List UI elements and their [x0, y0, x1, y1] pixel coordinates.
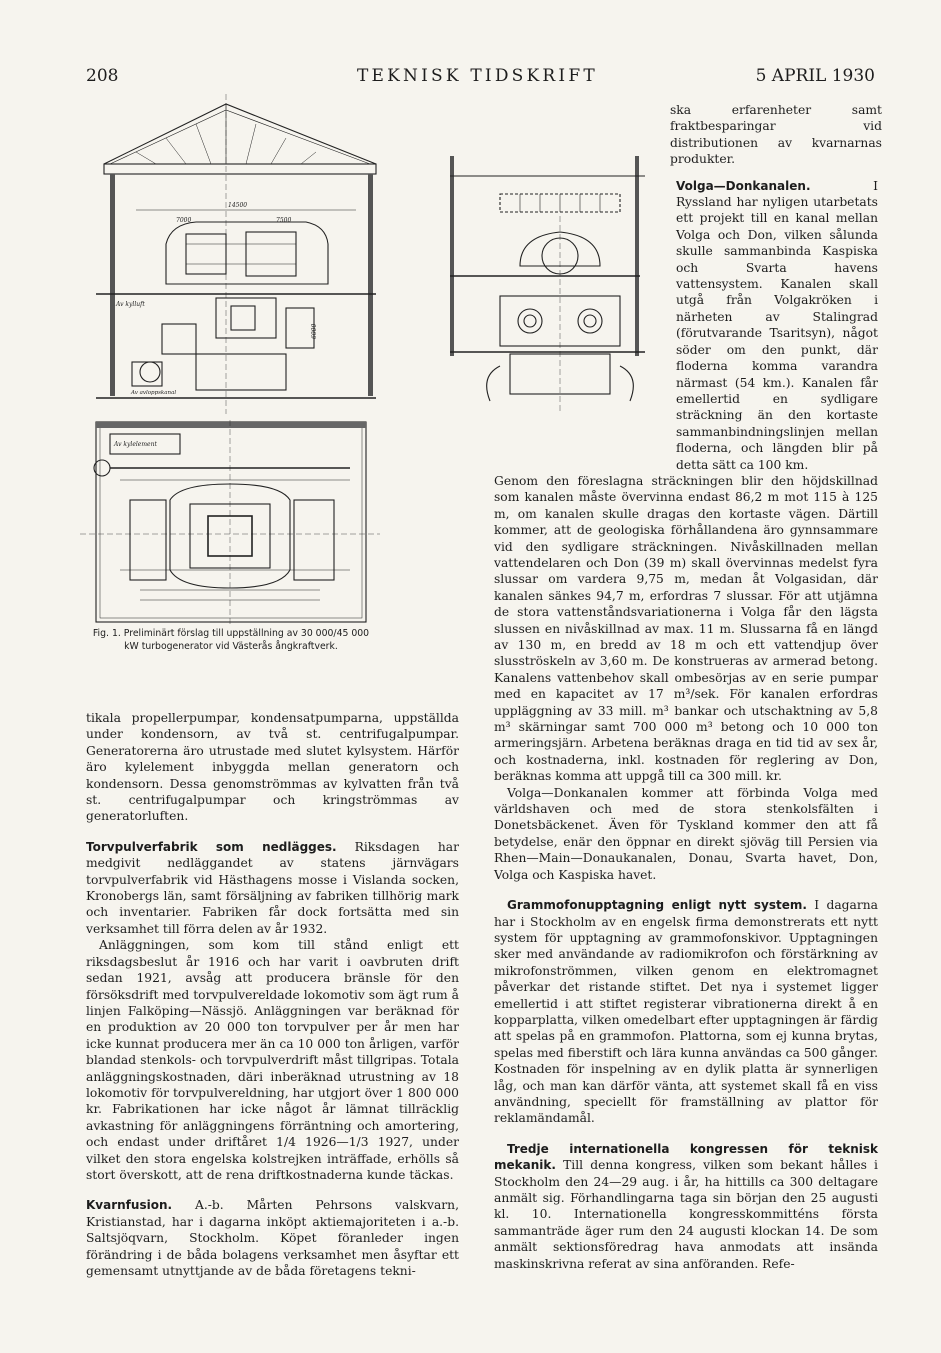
dim-label-6000: 6000: [311, 323, 318, 339]
section-volga-donkanalen: [676, 178, 878, 473]
paragraph: Genom den föreslagna sträckningen blir den höjdskillnad som kanalen måste övervinna endast 86,2 m mot 115 à 125 m, om kanalen skulle dragas den kortaste vägen. Därtill kommer, att de geologiska förhållandena äro gynnsammare vid den sydligare sträckningen. Nivåskillnaden mellan vattendelaren och Don (39 m) skall övervinnas medelst fyra slussar om vardera 9,75 m, medan åt Volgasidan, där kanalen sänkes 94,7 m, erfordras 7 slussar. För att utjämna de stora vattenståndsvariationerna i Volga får den lägsta slussen en nivåskillnad av max. 11 m. Slussarna få en längd av 130 m, en bredd av 18 m och ett vattendjup över slusströskeln av 3,60 m. De konstrueras av armerad betong. Kanalens vattenbehov skall ombesörjas av en serie pumpar med en kapacitet av 17 m³/sek. För kanalen erfordras uppläggning av 33 mill. m³ bankar och utschaktning av 5,8 m³ skärningar samt 700 000 m³ betong och 10 000 ton armeringsjärn. Arbetena beräknas draga en tid tid av sex år, och kostnaderna, inkl. kostnaden för reglering av Don, beräknas komma att uppgå till ca 300 mill. kr.: [494, 473, 878, 784]
paragraph: Anläggningen, som kom till stånd enligt ett riksdagsbeslut år 1916 och har varit i oavbruten drift sedan 1921, avsåg att producera bränsle för den försöksdrift med torvpulvereldade lokomotiv som ägt rum å linjen Falköping—Nässjö. Anläggningen var beräknad för en produktion av 20 000 ton torvpulver per år men har icke kunnat producera mer än ca 10 000 ton årligen, varför blandad stenkols- och torvpulverdrift måst tillgripas. Totala anläggningskostnaden, däri inberäknad utrustning av 18 lokomotiv för torvpulvereldning, har utgjort över 1 800 000 kr. Fabrikationen har icke något år lämnat tillräcklig avkastning för anläggningens förräntning och amortering, och endast under driftåret 1/4 1926—1/3 1927, under vilket den stora engelska kolstrejken inträffade, erhölls så stort överskott, att de rena driftkostnaderna kunde täckas.: [86, 938, 459, 1182]
section-heading: Torvpulverfabrik som nedlägges.: [86, 839, 337, 854]
section-grammofonupptagning: [494, 897, 878, 1127]
figure-plan-drawing: [80, 420, 380, 625]
right-column: [494, 102, 882, 1272]
label-av-avloppskanal: Av avloppskanal: [131, 390, 177, 396]
figure-caption: Fig. 1. Preliminärt förslag till uppställning av 30 000/45 000 kW turbogenerator vid Västerås ångkraftverk.: [92, 628, 370, 653]
section-heading: Volga—Donkanalen.: [676, 178, 811, 193]
section-kongress: [494, 1141, 878, 1272]
dim-label-14500: 14500: [228, 202, 248, 209]
section-heading: Grammofonupptagning enligt nytt system.: [507, 898, 807, 913]
paragraph: Till denna kongress, vilken som bekant hålles i Stockholm den 24—29 aug. i år, ha hittills ca 300 deltagare anmält sig. Förhandlingarna taga sin början den 25 augusti kl. 10. Internationella kongresskommitténs första sammanträde äger rum den 24 augusti klockan 14. De som anmält sektionsföredrag hava anmodats att insända maskinskrivna referat av sina anföranden. Refe-: [494, 1158, 878, 1271]
paragraph: Volga—Donkanalen kommer att förbinda Volga med världshaven och med de stora stenkolsfälten i Donetsbäckenet. Även för Tyskland kommer den att få betydelse, enär den öppnar en direkt sjöväg till Persien via Rhen—Main—Donaukanalen, Donau, Svarta havet, Don, Volga och Kaspiska havet.: [494, 785, 878, 882]
section-kvarnfusion: [86, 1197, 459, 1279]
paragraph: I Ryssland har nyligen utarbetats ett projekt till en kanal mellan Volga och Don, vilken sålunda skulle sammanbinda Kaspiska och Svarta havens vattensystem. Kanalen skall utgå från Volgakröken i närheten av Stalingrad (förutvarande Tsaritsyn), något söder om den punkt, där floderna komma varandra närmast (54 km.). Kanalen får emellertid en sydligare sträckning än den kortaste sammanbindningslinjen mellan floderna, och längden blir på detta sätt ca 100 km.: [676, 178, 878, 472]
paragraph: Riksdagen har medgivit nedläggandet av statens järnvägars torvpulverfabrik vid Hästhagens mosse i Vislanda socken, Kronobergs län, samt försäljning av fabriken tillhörig mark och inventarier. Fabriken får dock fortsätta med sin verksamhet till förra delen av år 1932.: [86, 839, 459, 936]
dim-label-7500: 7500: [276, 217, 292, 224]
issue-date: 5 APRIL 1930: [755, 66, 875, 86]
left-column: [86, 710, 459, 1279]
paragraph: tikala propellerpumpar, kondensatpumparna, uppställda under kondensorn, av två st. centrifugalpumpar. Generatorerna äro utrustade med slutet kylsystem. Härför äro kylelement inbyggda mellan generatorn och kondensorn. Dessa genomströmmas av kylvatten från två st. centrifugalpumpar och kringströmmas av generatorluften.: [86, 711, 459, 824]
dim-label-7000: 7000: [176, 217, 192, 224]
paragraph: I dagarna har i Stockholm av en engelsk firma demonstrerats ett nytt system för upptagning av grammofonskivor. Upptagningen sker med användande av radiomikrofon och förstärkning av mikrofonströmmen, vilken genom en elektromagnet påverkar det ristande stiftet. Det nya i systemet ligger emellertid i att stiftet registerar vibrationerna direkt å en kopparplatta, vilken omedelbart efter upptagningen är färdig att spelas på en grammofon. Plattorna, som ej kunna brytas, spelas med fiberstift och lära kunna användas ca 500 gånger. Kostnaden för inspelning av en dylik platta är synnerligen låg, och man kan därför vänta, att systemet skall få en viss användning, speciellt för framställning av plattor för reklamändamål.: [494, 898, 878, 1126]
paragraph: ska erfarenheter samt fraktbesparingar vid distributionen av kvarnarnas produkter.: [670, 103, 882, 167]
label-av-kylluft: Av kylluft: [116, 301, 145, 308]
page-number: 208: [86, 66, 119, 86]
paragraph: A.-b. Mårten Pehrsons valskvarn, Kristianstad, har i dagarna inköpt aktiemajoriteten i a.-b. Saltsjöqvarn, Stockholm. Köpet föranleder ingen förändring i de båda bolagens verksamhet men åsyftar ett gemensamt utnyttjande av de båda företagens tekni-: [86, 1198, 459, 1278]
section-torvpulverfabrik: [86, 839, 459, 937]
journal-title: TEKNISK TIDSKRIFT: [357, 66, 598, 86]
section-heading: Tredje internationella kongressen för teknisk mekanik.: [494, 1141, 878, 1173]
label-av-kylelement: Av kylelement: [114, 441, 157, 448]
section-heading: Kvarnfusion.: [86, 1198, 173, 1213]
figure-elevation-drawing: [76, 94, 396, 414]
